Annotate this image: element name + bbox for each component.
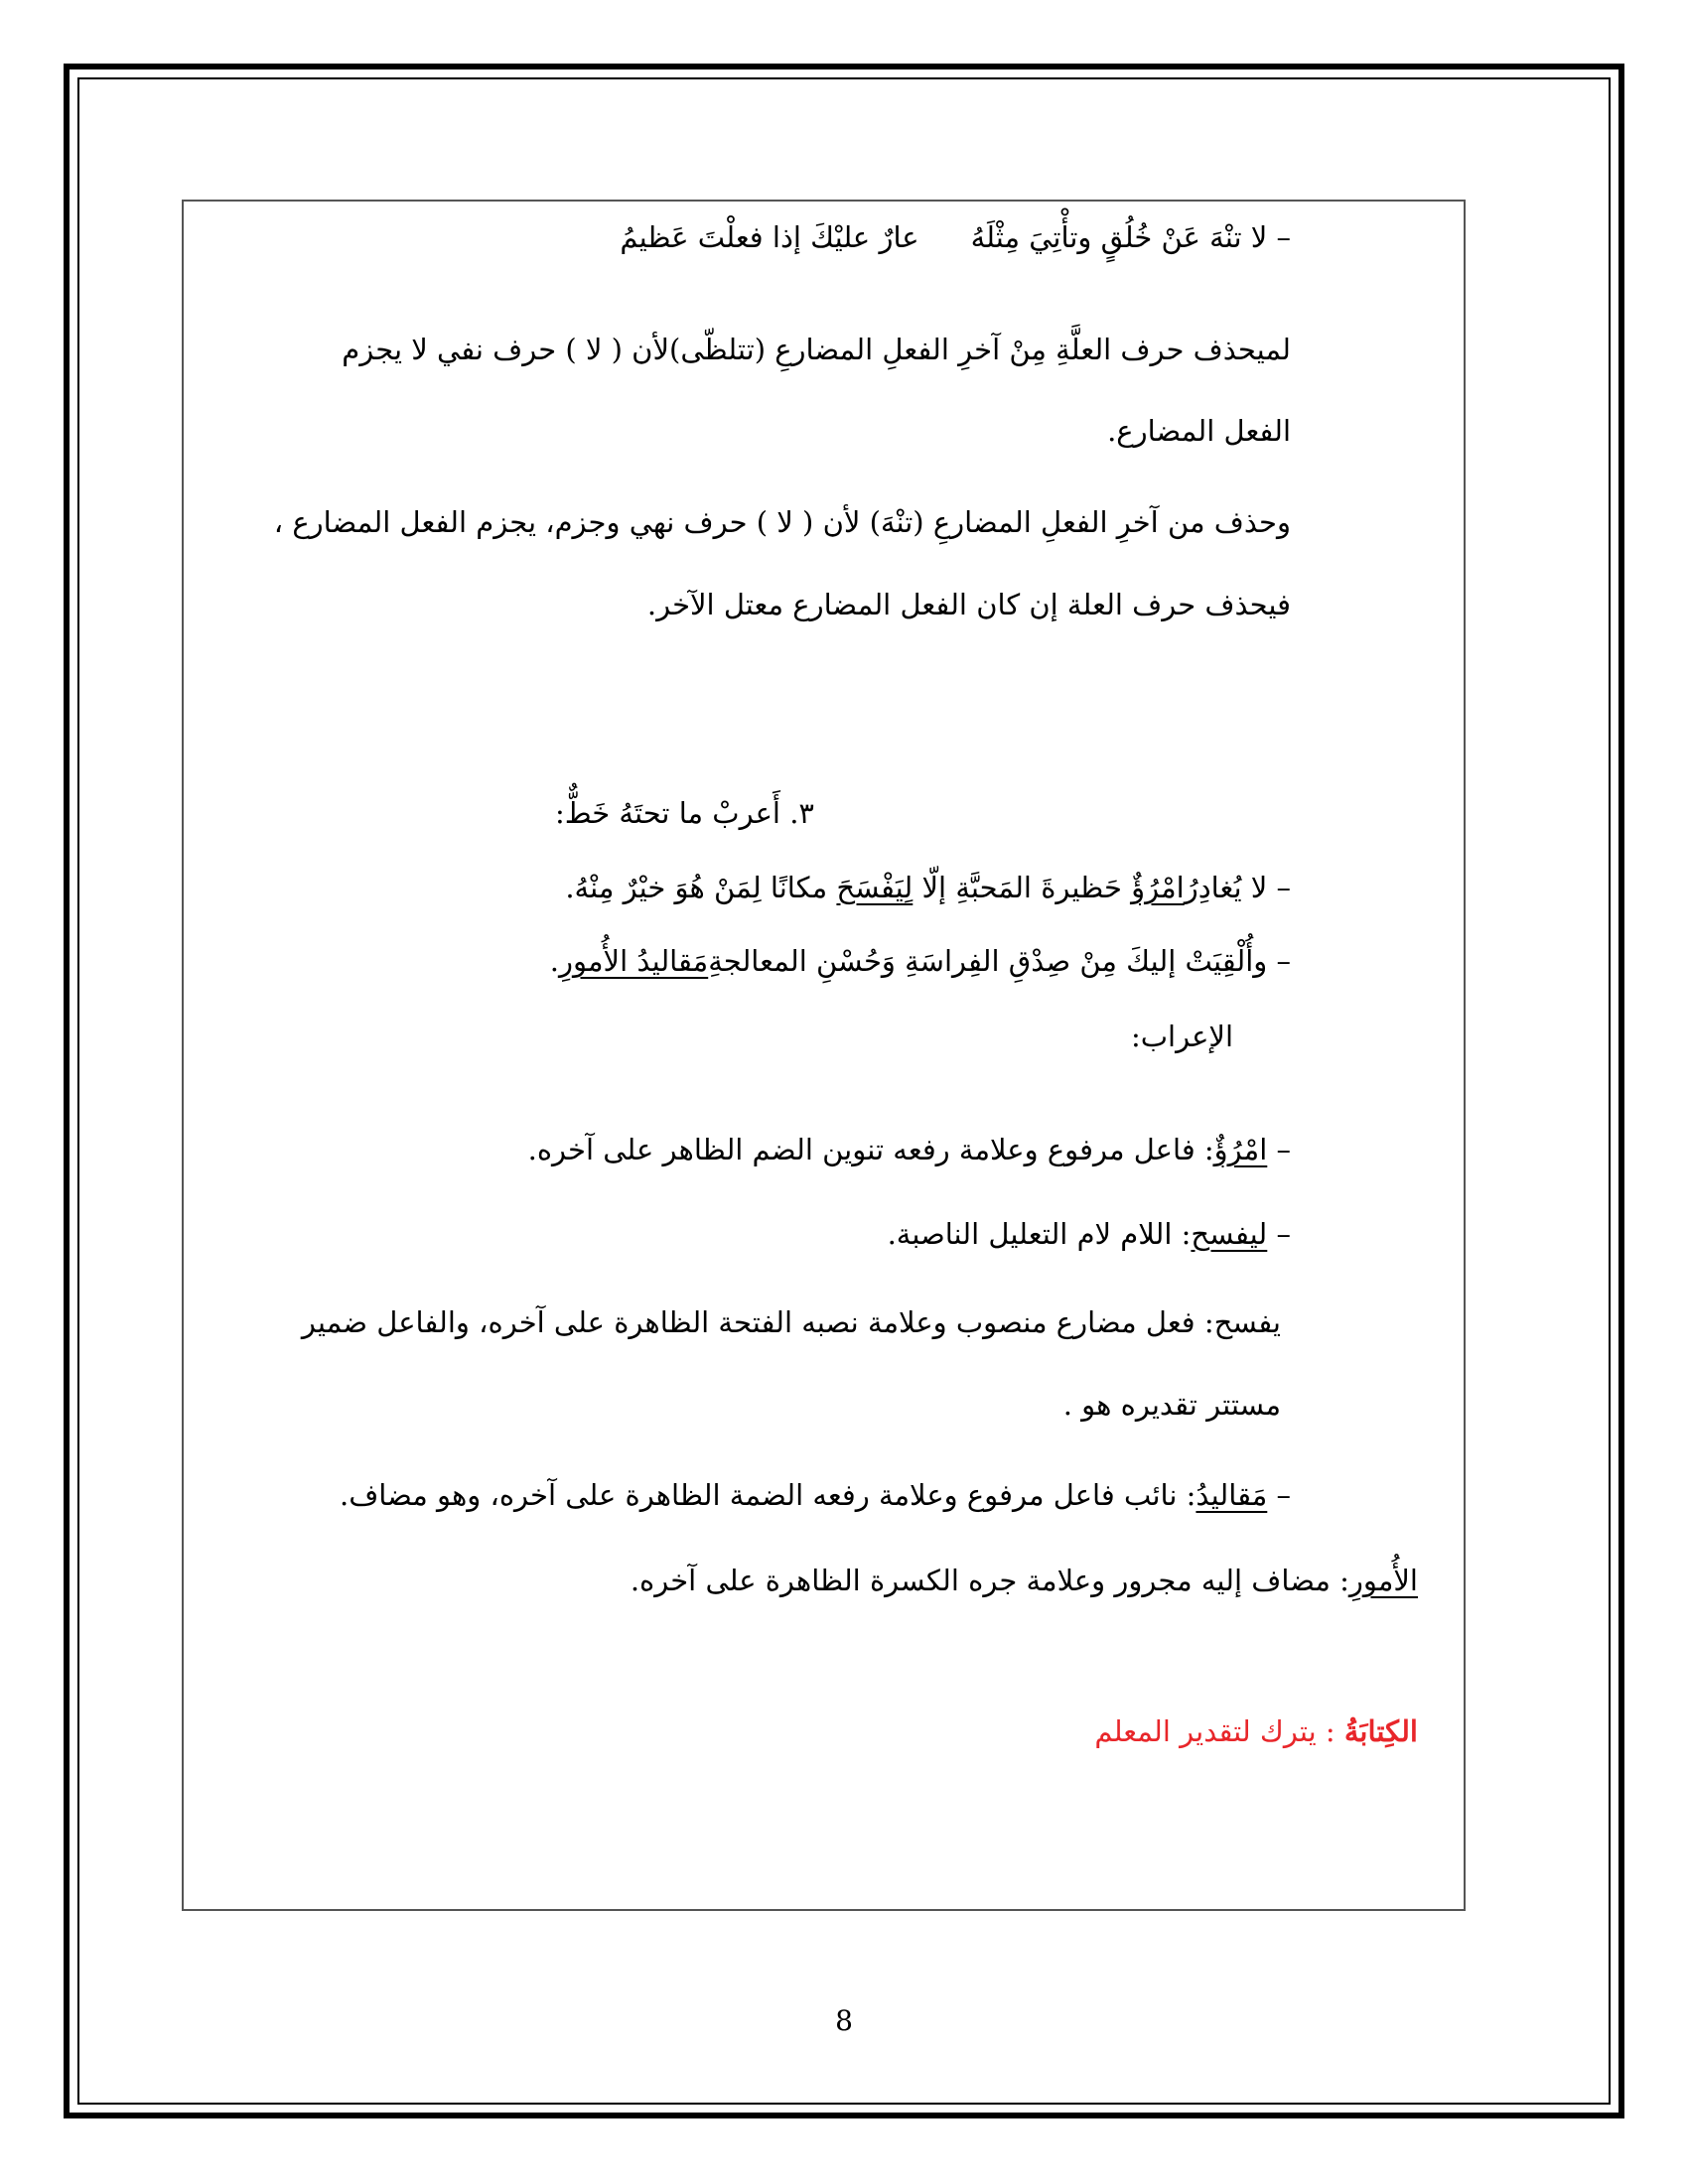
explanation-line-4: فيحذف حرف العلة إن كان الفعل المضارع معتل الآخر.	[646, 588, 1291, 621]
parsing-item-4	[340, 1473, 1291, 1517]
exercise-sentence-2	[550, 939, 1291, 983]
parsing-item-2-prefix: –	[1267, 1217, 1291, 1251]
sentence-1-middle: حَظيرةَ المَحبَّةِ إلّا	[913, 871, 1132, 904]
sentence-1-prefix: – لا يُغادِرُ	[1184, 871, 1291, 904]
writing-text: : يترك لتقدير المعلم	[1094, 1714, 1344, 1748]
parsing-item-5	[631, 1559, 1418, 1602]
parsing-item-1-term: امْرُؤٌ	[1213, 1133, 1268, 1166]
verse-first-half: لا تنْهَ عَنْ خُلُقٍ وتأْتِيَ مِثْلَهُ	[970, 220, 1268, 254]
parsing-item-1	[528, 1128, 1291, 1171]
parsing-item-1-text: : فاعل مرفوع وعلامة رفعه تنوين الضم الظاهر على آخره.	[527, 1133, 1214, 1166]
exercise-sentence-1	[565, 866, 1291, 909]
parsing-item-3-line-1: يفسح: فعل مضارع منصوب وعلامة نصبه الفتحة الظاهرة على آخره، والفاعل ضمير	[301, 1305, 1281, 1339]
explanation-line-1: لميحذف حرف العلَّةِ مِنْ آخرِ الفعلِ المضارعِ (تتلظّى)لأن ( لا ) حرف نفي لا يجزم	[342, 333, 1291, 366]
parsing-item-5-text: : مضاف إليه مجرور وعلامة جره الكسرة الظاهرة على آخره.	[630, 1564, 1349, 1597]
explanation-line-3: وحذف من آخرِ الفعلِ المضارعِ (تنْهَ) لأن ( لا ) حرف نهي وجزم، يجزم الفعل المضارع ،	[273, 505, 1291, 539]
parsing-item-4-term: مَقاليدُ	[1196, 1478, 1268, 1512]
verse-line	[620, 215, 1291, 259]
parsing-label: الإعراب:	[1130, 1020, 1233, 1053]
parsing-item-4-prefix: –	[1267, 1478, 1291, 1512]
page-number: 8	[835, 2004, 853, 2037]
parsing-item-1-prefix: –	[1267, 1133, 1291, 1166]
parsing-item-3-line-2: مستتر تقديره هو .	[1062, 1388, 1281, 1422]
parsing-item-2-term: ليفسح	[1191, 1217, 1268, 1251]
sentence-1-underlined-word-1: امْرُؤٌ	[1131, 871, 1185, 904]
sentence-2-suffix: .	[549, 944, 560, 978]
parsing-item-2	[888, 1212, 1291, 1256]
parsing-item-2-text: : اللام لام التعليل الناصبة.	[887, 1217, 1192, 1251]
explanation-line-2: الفعل المضارع.	[1107, 414, 1291, 448]
verse-second-half: عارٌ عليْكَ إذا فعلْتَ عَظيمُ	[620, 220, 919, 254]
exercise-heading: ٣. أَعربْ ما تحتَهُ خَطٌّ:	[554, 796, 814, 830]
content-box	[182, 200, 1466, 1911]
verse-prefix: –	[1267, 220, 1291, 254]
sentence-2-underlined: مَقاليدُ الأُمورِ	[559, 944, 709, 978]
sentence-1-underlined-word-2: لِيَفْسَحَ	[836, 871, 914, 904]
parsing-item-5-term: الأُمورِ	[1348, 1564, 1418, 1597]
writing-label: الكِتابَةُ	[1343, 1714, 1418, 1748]
sentence-1-suffix: مكانًا لِمَنْ هُوَ خيْرٌ مِنْهُ.	[565, 871, 837, 904]
writing-section	[1094, 1709, 1418, 1753]
sentence-2-prefix: – وأُلْقِيَتْ إليكَ مِنْ صِدْقِ الفِراسَةِ وَحُسْنِ المعالجةِ	[708, 944, 1291, 978]
parsing-item-4-text: : نائب فاعل مرفوع وعلامة رفعه الضمة الظاهرة على آخره، وهو مضاف.	[339, 1478, 1196, 1512]
